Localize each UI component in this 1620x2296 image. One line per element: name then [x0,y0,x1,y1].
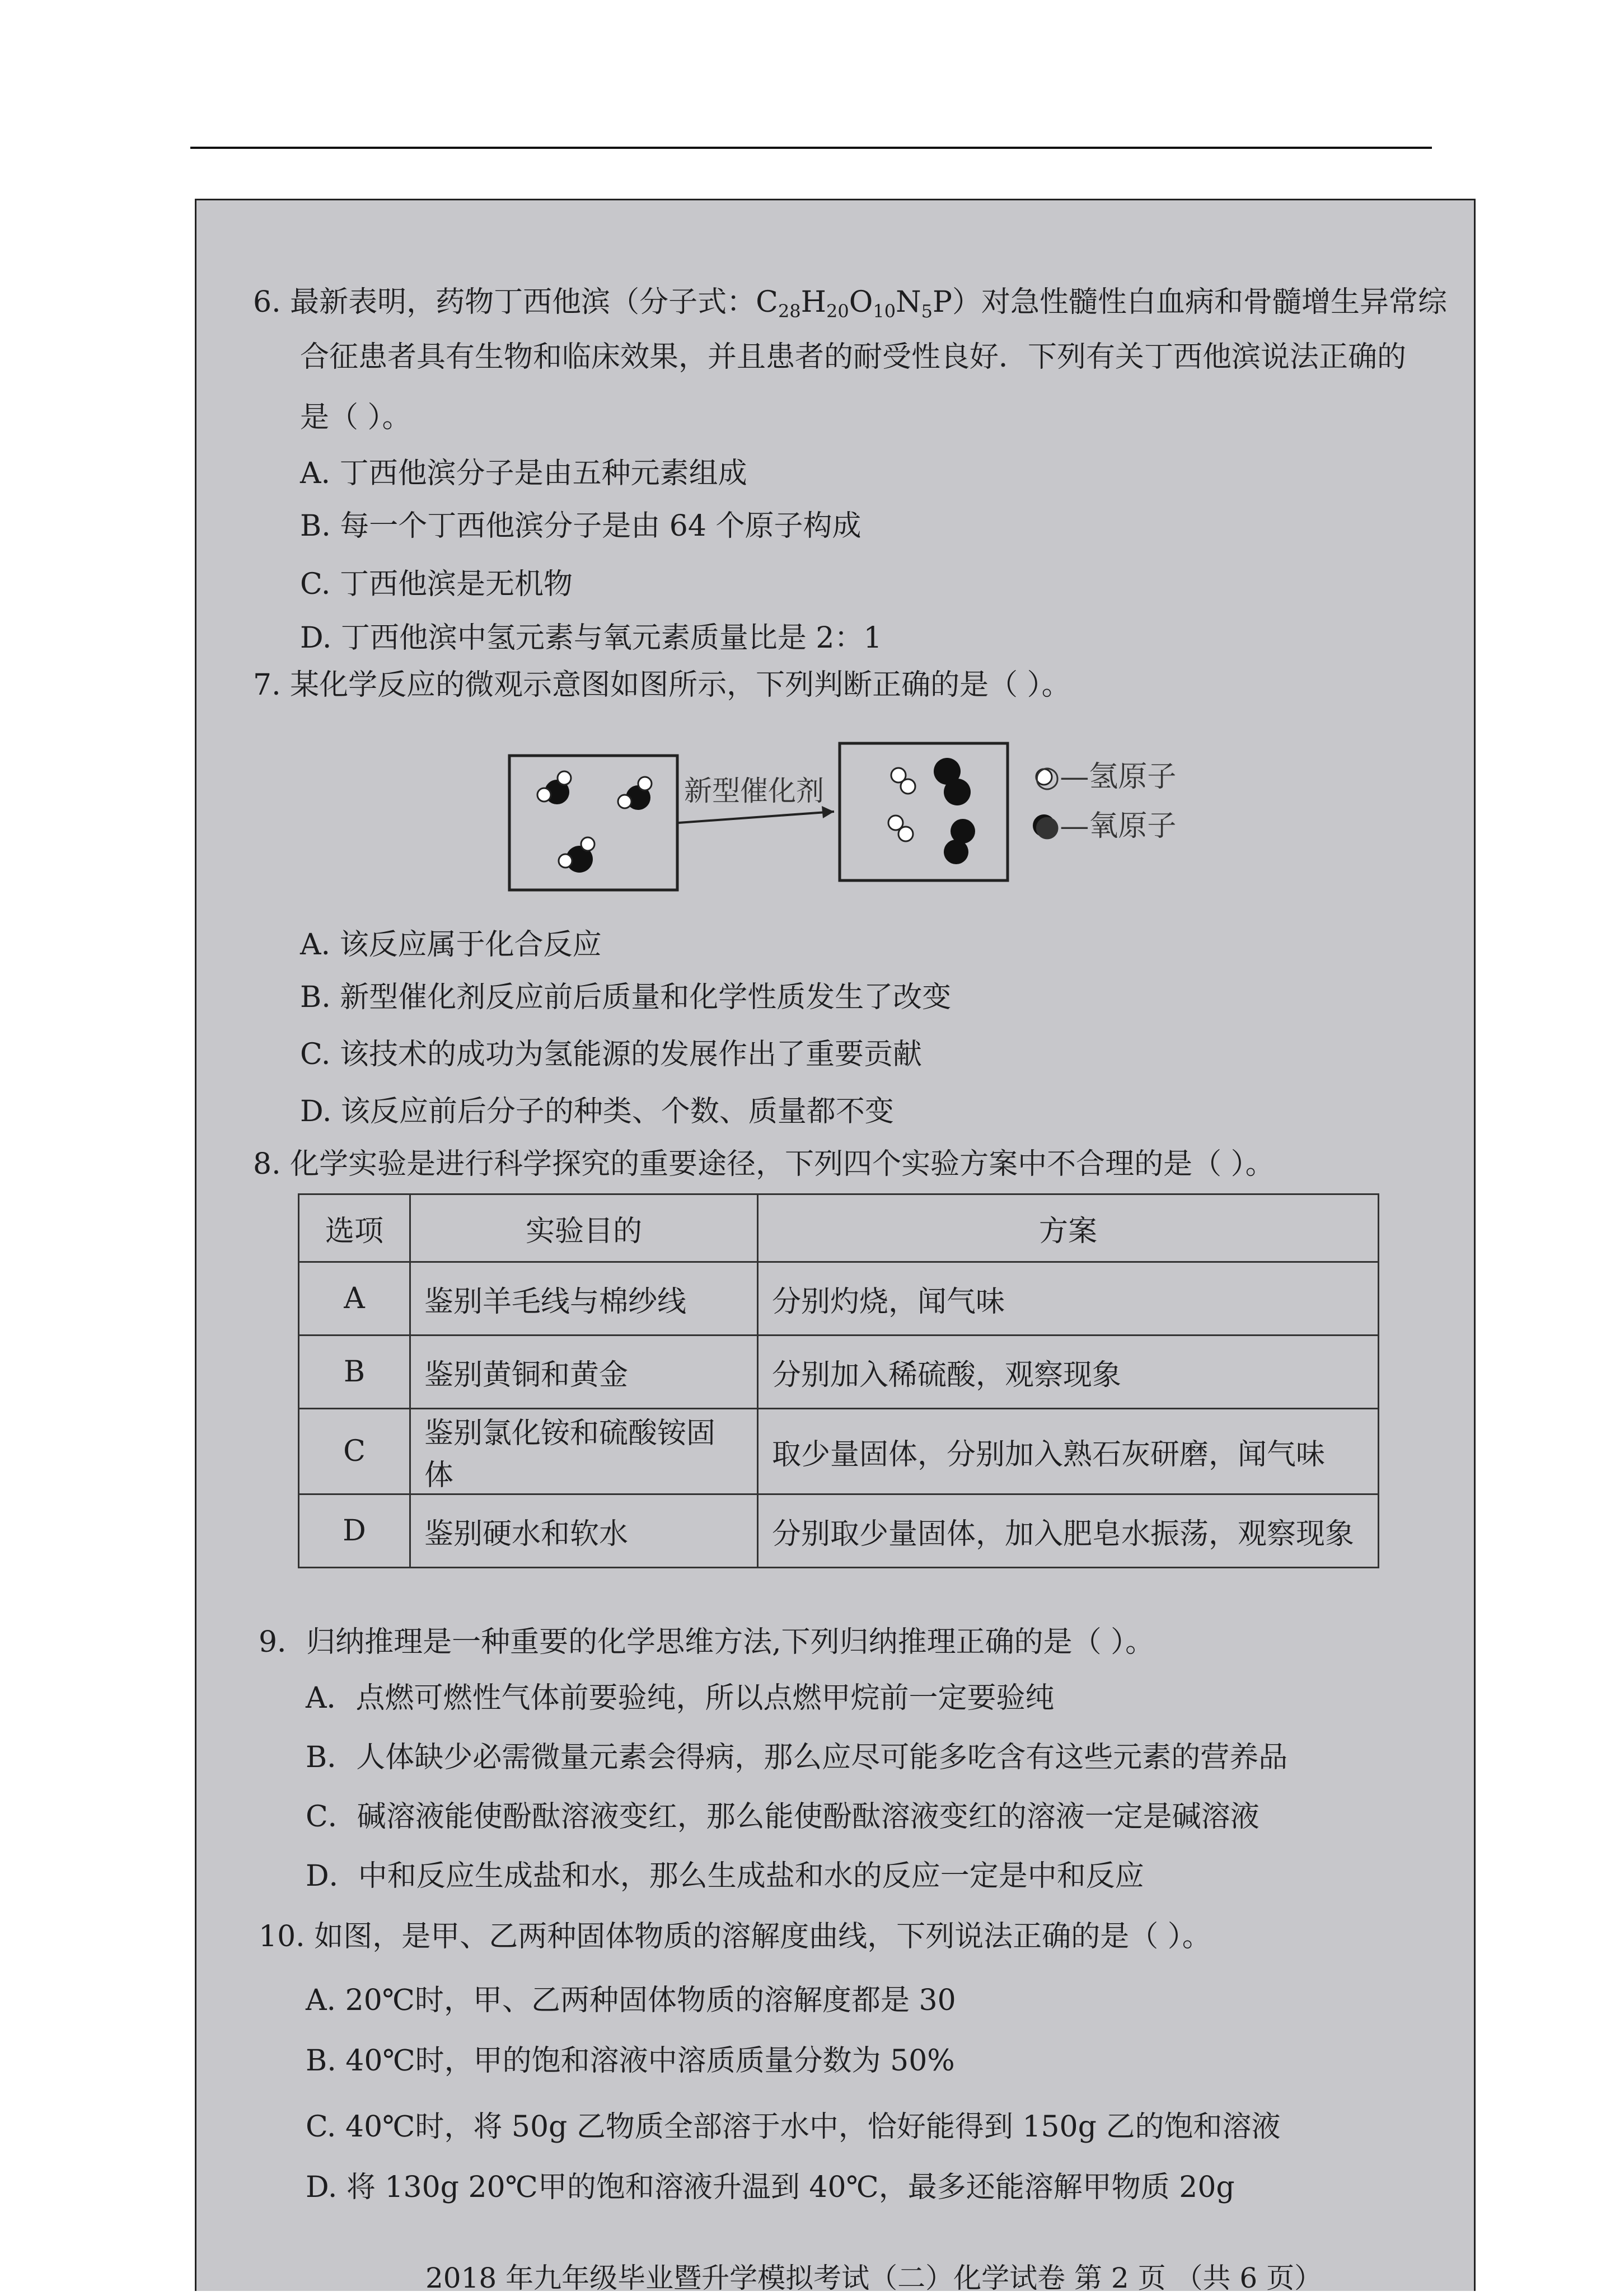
q10-option-b: B. 40℃时，甲的饱和溶液中溶质质量分数为 50% [306,2044,955,2078]
product-box [840,743,1008,880]
q6-option-a: A. 丁西他滨分子是由五种元素组成 [300,457,747,490]
q8-stem: 8. 化学实验是进行科学探究的重要途径，下列四个实验方案中不合理的是（ ）。 [253,1147,1275,1181]
table-cell-plan: 分别灼烧，闻气味 [758,1262,1379,1336]
q10-option-d: D. 将 130g 20℃甲的饱和溶液升温到 40℃，最多还能溶解甲物质 20g [306,2171,1235,2204]
oxygen-molecule [934,758,971,805]
table-cell-option: B [299,1336,410,1409]
q9-option-b: B．人体缺少必需微量元素会得病，那么应尽可能多吃含有这些元素的营养品 [306,1741,1288,1774]
table-header-plan: 方案 [758,1194,1379,1262]
legend-oxygen: ●—氧原子 [1034,809,1177,843]
table-cell-option: D [299,1494,410,1568]
oxygen-molecule [944,819,975,864]
q6-stem-line1: 6. 最新表明，药物丁西他滨（分子式：$C_{28}H_{20}O_{10}N_5P$）对急性髓性白血病和骨髓增生异常综 [253,285,1447,322]
reaction-diagram [504,728,1232,896]
table-cell-purpose: 鉴别硬水和软水 [410,1494,758,1568]
reactant-box [509,756,677,890]
table-cell-plan: 分别取少量固体，加入肥皂水振荡，观察现象 [758,1494,1379,1568]
q10-option-a: A. 20℃时，甲、乙两种固体物质的溶解度都是 30 [306,1984,956,2017]
reaction-diagram-svg [504,728,1232,896]
water-molecule [537,771,571,804]
table-row [299,1409,1379,1494]
table-cell-option: A [299,1262,410,1336]
q7-option-c: C. 该技术的成功为氢能源的发展作出了重要贡献 [300,1038,922,1071]
table-cell-purpose: 鉴别黄铜和黄金 [410,1336,758,1409]
header-rule [190,147,1432,149]
q7-option-a: A. 该反应属于化合反应 [300,928,602,962]
q6-option-b: B. 每一个丁西他滨分子是由 64 个原子构成 [300,509,861,543]
table-header-option: 选项 [299,1194,410,1262]
water-molecule [618,777,652,810]
arrow-label: 新型催化剂 [684,775,824,807]
table-row [299,1336,1379,1409]
page-footer: 2018 年九年级毕业暨升学模拟考试（二）化学试卷 第 2 页 （共 6 页） [425,2262,1323,2294]
q9-option-c: C．碱溶液能使酚酞溶液变红，那么能使酚酞溶液变红的溶液一定是碱溶液 [306,1800,1260,1834]
table-row [299,1494,1379,1568]
table-header-row [299,1194,1379,1262]
q9-stem: 9．归纳推理是一种重要的化学思维方法,下列归纳推理正确的是（ ）。 [259,1625,1155,1659]
table-cell-purpose: 鉴别氯化铵和硫酸铵固体 [410,1409,758,1494]
table-cell-option: C [299,1409,410,1494]
q7-option-b: B. 新型催化剂反应前后质量和化学性质发生了改变 [300,981,952,1014]
hydrogen-molecule [888,816,913,841]
q9-option-d: D．中和反应生成盐和水，那么生成盐和水的反应一定是中和反应 [306,1859,1144,1893]
table-row [299,1262,1379,1336]
experiment-table [298,1193,1379,1568]
table-cell-plan: 分别加入稀硫酸，观察现象 [758,1336,1379,1409]
q6-option-d: D. 丁西他滨中氢元素与氧元素质量比是 2：1 [300,621,882,655]
table-cell-purpose: 鉴别羊毛线与棉纱线 [410,1262,758,1336]
q7-stem: 7. 某化学反应的微观示意图如图所示，下列判断正确的是（ ）。 [253,668,1071,702]
q6-stem-line2: 合征患者具有生物和临床效果，并且患者的耐受性良好．下列有关丁西他滨说法正确的 [300,340,1407,374]
q6-option-c: C. 丁西他滨是无机物 [300,568,573,601]
q10-option-c: C. 40℃时，将 50g 乙物质全部溶于水中，恰好能得到 150g 乙的饱和溶液 [306,2110,1281,2144]
q9-option-a: A．点燃可燃性气体前要验纯，所以点燃甲烷前一定要验纯 [306,1681,1055,1715]
q10-stem: 10. 如图，是甲、乙两种固体物质的溶解度曲线，下列说法正确的是（ ）。 [259,1920,1211,1953]
q6-stem-line3: 是（ ）。 [300,401,411,434]
q7-option-d: D. 该反应前后分子的种类、个数、质量都不变 [300,1095,894,1128]
reaction-arrow [678,812,834,823]
table-cell-plan: 取少量固体，分别加入熟石灰研磨，闻气味 [758,1409,1379,1494]
table-header-purpose: 实验目的 [410,1194,758,1262]
arrow-head [822,806,834,818]
hydrogen-molecule [891,768,915,794]
legend-hydrogen: ○—氢原子 [1034,760,1177,794]
water-molecule [559,837,594,873]
